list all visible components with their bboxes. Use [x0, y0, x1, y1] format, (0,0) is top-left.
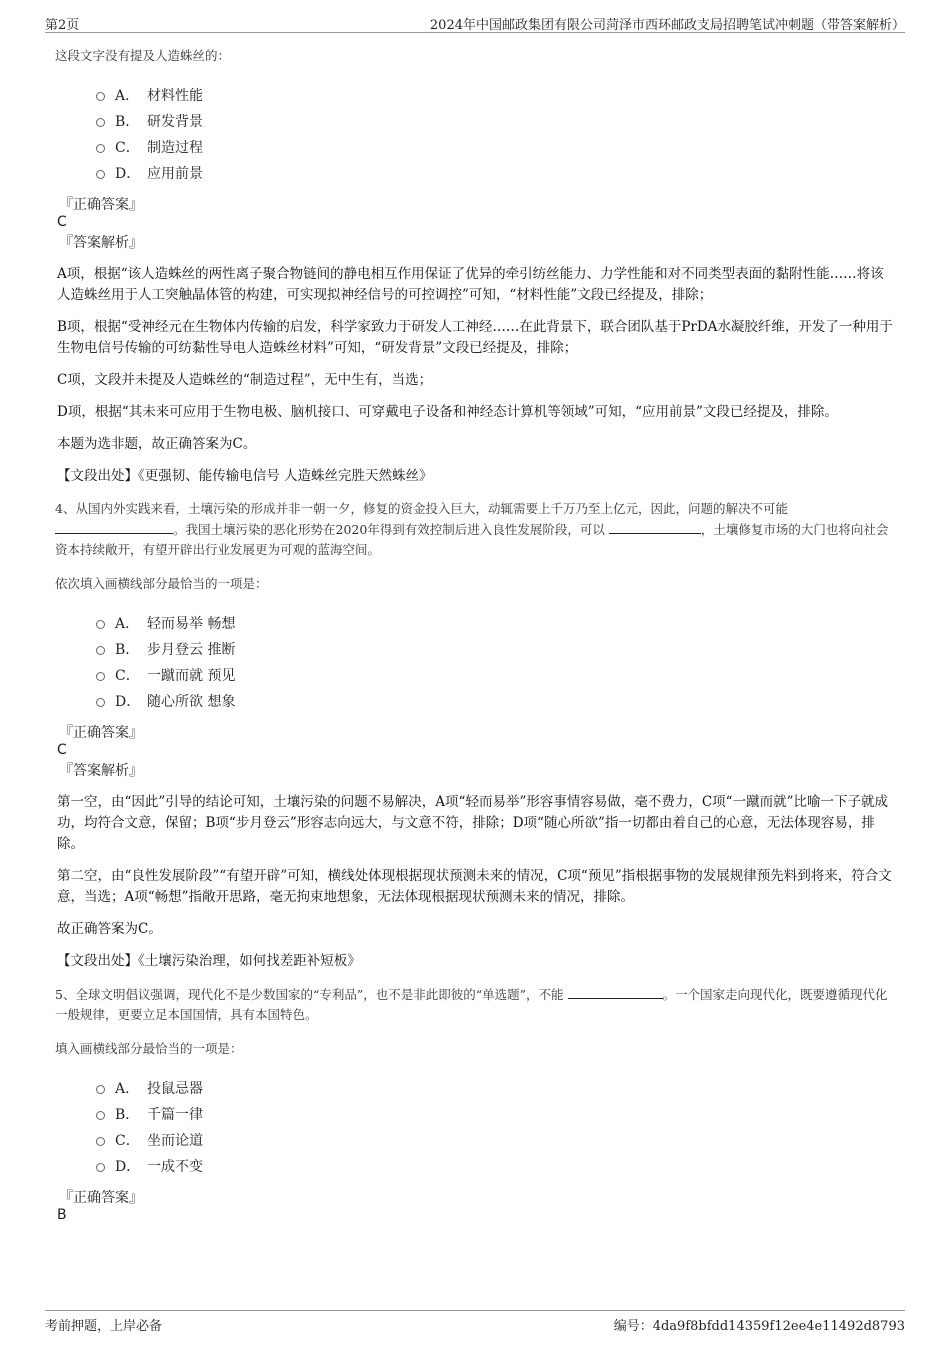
source-citation: 【文段出处】《更强韧、能传输电信号 人造蛛丝完胜天然蛛丝》: [57, 468, 433, 484]
option-text: 一成不变: [147, 1159, 203, 1175]
option-text: 研发背景: [147, 114, 203, 130]
radio-icon[interactable]: [96, 1111, 105, 1120]
radio-icon[interactable]: [96, 646, 105, 655]
option-c[interactable]: [96, 1127, 895, 1153]
radio-icon[interactable]: [96, 1163, 105, 1172]
footer-slogan: 考前押题，上岸必备: [45, 1319, 163, 1334]
analysis-text: [57, 792, 895, 972]
source-citation: 【文段出处】《土壤污染治理，如何找差距补短板》: [57, 953, 361, 969]
fill-blank: [609, 519, 701, 534]
question-stem: [55, 984, 895, 1025]
analysis-paragraph: D项，根据“其未来可应用于生物电极、脑机接口、可穿戴电子设备和神经态计算机等领域”可知，“应用前景”文段已经提及，排除。: [57, 404, 838, 420]
answer-label: 『正确答案』: [59, 725, 143, 741]
option-list: [96, 82, 895, 186]
option-letter: D．: [115, 694, 141, 710]
option-d[interactable]: [96, 160, 895, 186]
option-text: 制造过程: [147, 140, 203, 156]
option-letter: B．: [115, 1107, 140, 1123]
analysis-paragraph: B项，根据“受神经元在生物体内传输的启发，科学家致力于研发人工神经……在此背景下，联合团队基于PrDA水凝胶纤维，开发了一种用于生物电信号传输的可纺黏性导电人造蛛丝材料”可知，“研发背景”文段已经提及，排除；: [57, 319, 893, 356]
question-prompt: 填入画横线部分最恰当的一项是：: [55, 1041, 243, 1056]
option-list: [96, 610, 895, 714]
answer-value: C: [57, 742, 67, 758]
stem-text: 4、从国内外实践来看，土壤污染的形成并非一朝一夕，修复的资金投入巨大，动辄需要上千万乃至上亿元，因此，问题的解决不可能: [55, 501, 788, 516]
option-text: 应用前景: [147, 166, 203, 182]
option-letter: C．: [115, 1133, 140, 1149]
radio-icon[interactable]: [96, 1137, 105, 1146]
radio-icon[interactable]: [96, 92, 105, 101]
option-d[interactable]: [96, 1153, 895, 1179]
option-a[interactable]: [96, 1075, 895, 1101]
option-a[interactable]: [96, 610, 895, 636]
question-4: [55, 499, 895, 972]
option-letter: C．: [115, 140, 140, 156]
answer-label: 『正确答案』: [59, 1190, 143, 1206]
analysis-paragraph: 本题为选非题，故正确答案为C。: [57, 436, 257, 452]
analysis-paragraph: C项，文段并未提及人造蛛丝的“制造过程”，无中生有，当选；: [57, 372, 433, 388]
analysis-paragraph: 第二空，由“良性发展阶段”“有望开辟”可知，横线处体现根据现状预测未来的情况，C项“预见”指根据事物的发展规律预先料到将来，符合文意，当选；A项“畅想”指敞开思路，毫无拘束地想象，无法体现根据现状预测未来的情况，排除。: [57, 868, 892, 905]
radio-icon[interactable]: [96, 672, 105, 681]
option-b[interactable]: [96, 108, 895, 134]
question-3: [55, 46, 895, 487]
stem-text: 5、全球文明倡议强调，现代化不是少数国家的“专利品”，也不是非此即彼的“单选题”，不能: [55, 987, 564, 1002]
option-d[interactable]: [96, 688, 895, 714]
analysis-paragraph: A项，根据“该人造蛛丝的两性离子聚合物链间的静电相互作用保证了优异的牵引纺丝能力、力学性能和对不同类型表面的黏附性能……将该人造蛛丝用于人工突触晶体管的构建，可实现拟神经信号的可控调控”可知，“材料性能”文段已经提及，排除；: [57, 266, 884, 303]
option-text: 投鼠忌器: [147, 1081, 203, 1097]
option-c[interactable]: [96, 134, 895, 160]
stem-text: ，土壤修复市场的大门也将向社会资本持续敞开，有望开辟出行业发展更为可观的蓝海空间。: [55, 522, 889, 557]
analysis-paragraph: 故正确答案为C。: [57, 921, 162, 937]
option-a[interactable]: [96, 82, 895, 108]
option-text: 千篇一律: [147, 1107, 203, 1123]
question-5: [55, 984, 895, 1223]
analysis-text: [57, 264, 895, 487]
page-footer: [45, 1310, 905, 1335]
option-b[interactable]: [96, 636, 895, 662]
option-letter: C．: [115, 668, 140, 684]
radio-icon[interactable]: [96, 144, 105, 153]
option-letter: D．: [115, 1159, 141, 1175]
option-text: 步月登云 推断: [147, 642, 236, 658]
question-prompt: 依次填入画横线部分最恰当的一项是：: [55, 576, 268, 591]
radio-icon[interactable]: [96, 620, 105, 629]
document-id: 编号：4da9f8bfdd14359f12ee4e11492d8793: [613, 1319, 905, 1334]
option-text: 一蹴而就 预见: [147, 668, 236, 684]
page-number: 第2页: [45, 18, 80, 33]
page-header: [45, 12, 905, 33]
answer-value: B: [57, 1207, 67, 1223]
radio-icon[interactable]: [96, 1085, 105, 1094]
option-letter: B．: [115, 642, 140, 658]
document-body: [55, 40, 895, 1223]
answer-label: 『正确答案』: [59, 197, 143, 213]
option-text: 轻而易举 畅想: [147, 616, 236, 632]
stem-text: 。一个国家走向现代化，既要遵循现代化一般规律，更要立足本国国情，具有本国特色。: [55, 987, 888, 1022]
radio-icon[interactable]: [96, 698, 105, 707]
analysis-paragraph: 第一空，由“因此”引导的结论可知，土壤污染的问题不易解决，A项“轻而易举”形容事情容易做，毫不费力，C项“一蹴而就”比喻一下子就成功，均符合文意，保留；B项“步月登云”形容志向远大，与文意不符，排除；D项“随心所欲”指一切都由着自己的心意，无法体现容易，排除。: [57, 794, 888, 852]
stem-text: 。我国土壤污染的恶化形势在2020年得到有效控制后进入良性发展阶段，可以: [173, 522, 605, 537]
analysis-label: 『答案解析』: [59, 235, 143, 251]
analysis-label: 『答案解析』: [59, 763, 143, 779]
option-list: [96, 1075, 895, 1179]
radio-icon[interactable]: [96, 118, 105, 127]
fill-blank: [55, 519, 173, 534]
fill-blank: [568, 984, 663, 999]
radio-icon[interactable]: [96, 170, 105, 179]
option-text: 材料性能: [147, 88, 203, 104]
option-letter: D．: [115, 166, 141, 182]
option-letter: A．: [115, 616, 140, 632]
option-letter: A．: [115, 88, 140, 104]
question-prompt: 这段文字没有提及人造蛛丝的：: [55, 48, 231, 63]
option-b[interactable]: [96, 1101, 895, 1127]
option-letter: B．: [115, 114, 140, 130]
question-stem: [55, 499, 895, 560]
document-title: 2024年中国邮政集团有限公司菏泽市西环邮政支局招聘笔试冲刺题（带答案解析）: [429, 18, 905, 33]
option-c[interactable]: [96, 662, 895, 688]
option-text: 随心所欲 想象: [147, 694, 236, 710]
option-text: 坐而论道: [147, 1133, 203, 1149]
answer-value: C: [57, 214, 67, 230]
option-letter: A．: [115, 1081, 140, 1097]
